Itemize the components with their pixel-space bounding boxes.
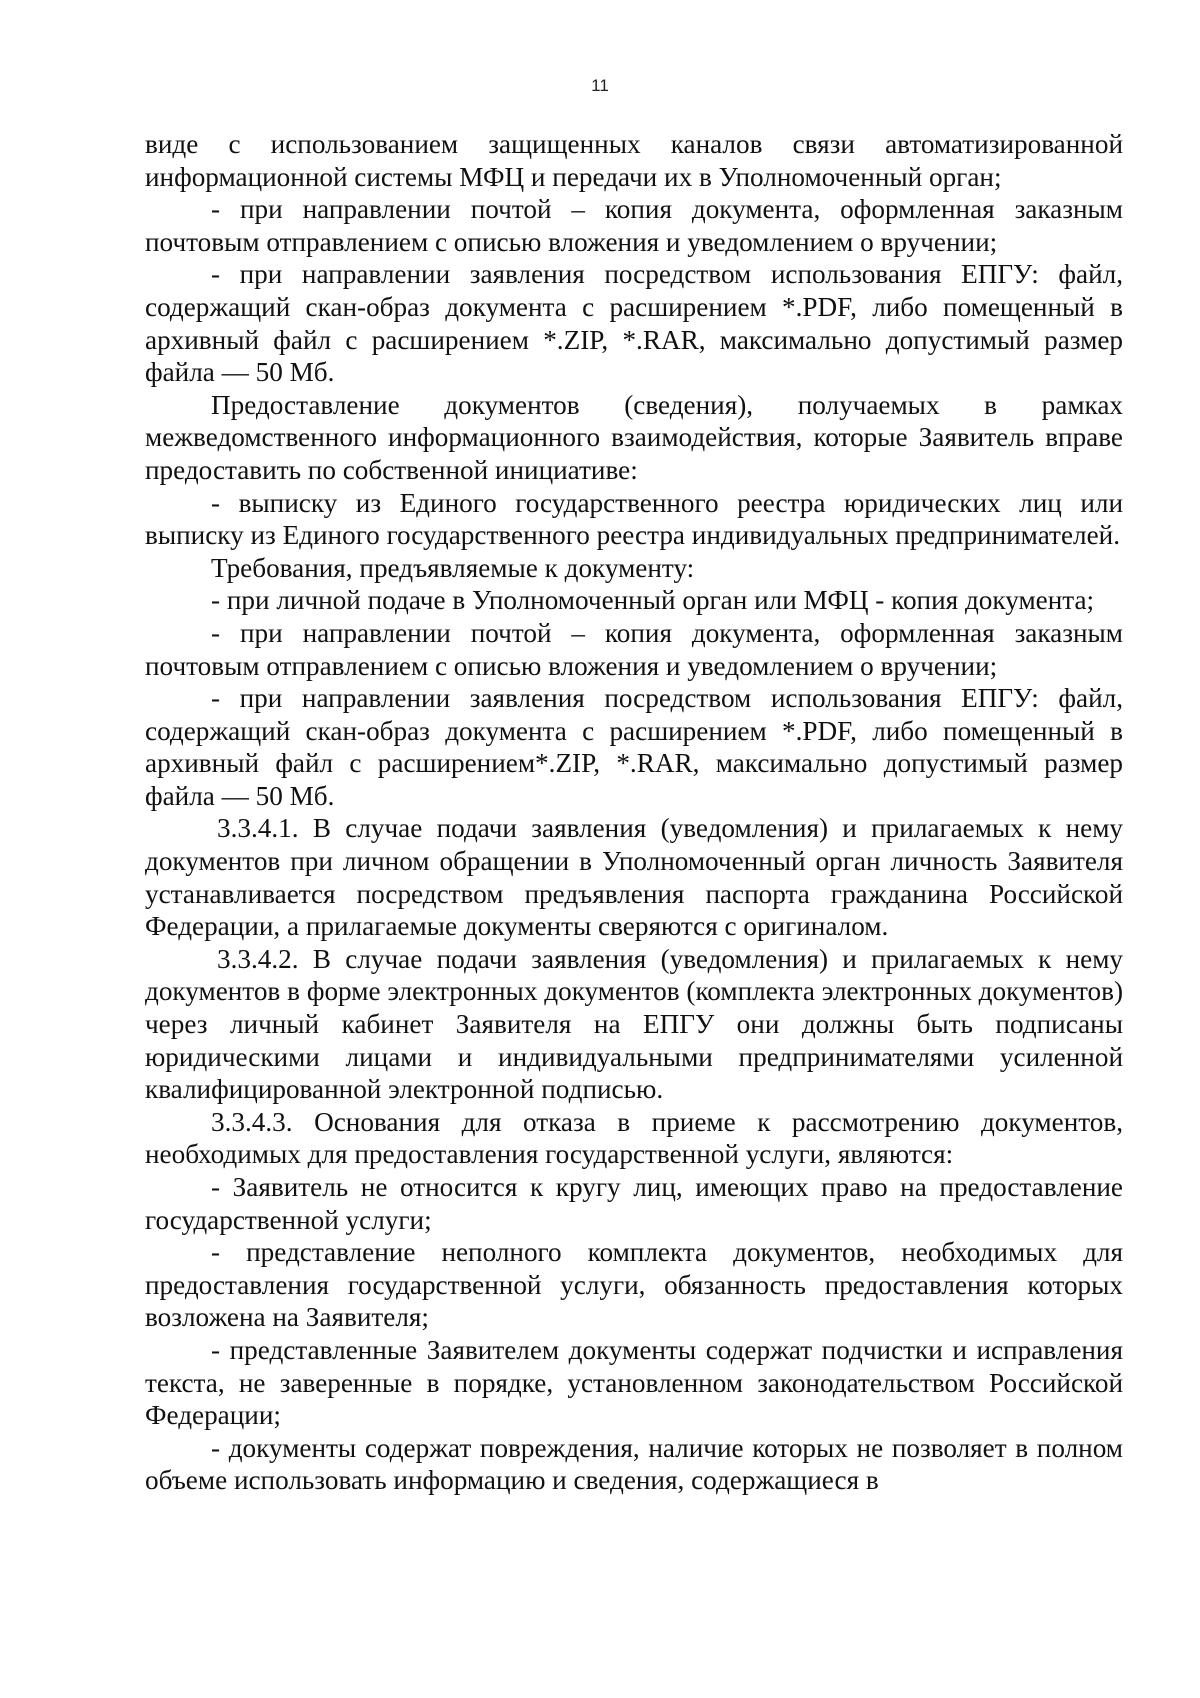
paragraph-refusal-damage: - документы содержат повреждения, наличие которых не позволяет в полном объеме использовать информацию и сведения, содержащиеся в: [145, 1432, 1123, 1496]
paragraph-refusal-corrections: - представленные Заявителем документы содержат подчистки и исправления текста, не заверенные в порядке, установленном законодательством Российской Федерации;: [145, 1334, 1123, 1431]
paragraph-section-3-3-4-1: 3.3.4.1. В случае подачи заявления (уведомления) и прилагаемых к нему документов при личном обращении в Уполномоченный орган личность Заявителя устанавливается посредством предъявления паспорта гражданина Российской Федерации, а прилагаемые документы сверяются с оригиналом.: [145, 813, 1123, 942]
paragraph-registry-extract: - выписку из Единого государственного реестра юридических лиц или выписку из Единого государственного реестра индивидуальных предпринимателей.: [145, 487, 1123, 551]
paragraph-personal-submission: - при личной подаче в Уполномоченный орган или МФЦ - копия документа;: [211, 585, 1095, 616]
paragraph-refusal-incomplete: - представление неполного комплекта документов, необходимых для предоставления государственной услуги, обязанность предоставления которых возложена на Заявителя;: [145, 1237, 1123, 1333]
page-number: 11: [591, 76, 609, 95]
paragraph-refusal-applicant: - Заявитель не относится к кругу лиц, имеющих право на предоставление государственной услуги;: [145, 1172, 1123, 1235]
document-body: [145, 128, 1123, 1497]
paragraph-epgu-file: - при направлении заявления посредством использования ЕПГУ: файл, содержащий скан-образ документа с расширением *.PDF, либо помещенный в архивный файл с расширением *.ZIP, *.RAR, максимально допустимый размер файла — 50 Мб.: [145, 259, 1123, 388]
paragraph-section-3-3-4-2: 3.3.4.2. В случае подачи заявления (уведомления) и прилагаемых к нему документов в форме электронных документов (комплекта электронных документов) через личный кабинет Заявителя на ЕПГУ они должны быть подписаны юридическими лицами и индивидуальными предпринимателями усиленной квалифицированной электронной подписью.: [145, 943, 1123, 1105]
paragraph-mail-copy: - при направлении почтой – копия документа, оформленная заказным почтовым отправлением с описью вложения и уведомлением о вручении;: [145, 194, 1123, 257]
paragraph-section-3-3-4-3: 3.3.4.3. Основания для отказа в приеме к рассмотрению документов, необходимых для предоставления государственной услуги, являются:: [145, 1106, 1123, 1170]
paragraph-epgu-file-2: - при направлении заявления посредством использования ЕПГУ: файл, содержащий скан-образ документа с расширением *.PDF, либо помещенный в архивный файл с расширением*.ZIP, *.RAR, максимально допустимый размер файла — 50 Мб.: [145, 683, 1123, 811]
paragraph-document-requirements: Требования, предъявляемые к документу:: [211, 552, 695, 583]
paragraph-mail-copy-2: - при направлении почтой – копия документа, оформленная заказным почтовым отправлением с описью вложения и уведомлением о вручении;: [145, 617, 1123, 681]
paragraph-interagency-documents: Предоставление документов (сведения), получаемых в рамках межведомственного информационного взаимодействия, которые Заявитель вправе предоставить по собственной инициативе:: [145, 389, 1123, 485]
paragraph-continuation: виде с использованием защищенных каналов связи автоматизированной информационной системы МФЦ и передачи их в Уполномоченный орган;: [145, 129, 1123, 192]
